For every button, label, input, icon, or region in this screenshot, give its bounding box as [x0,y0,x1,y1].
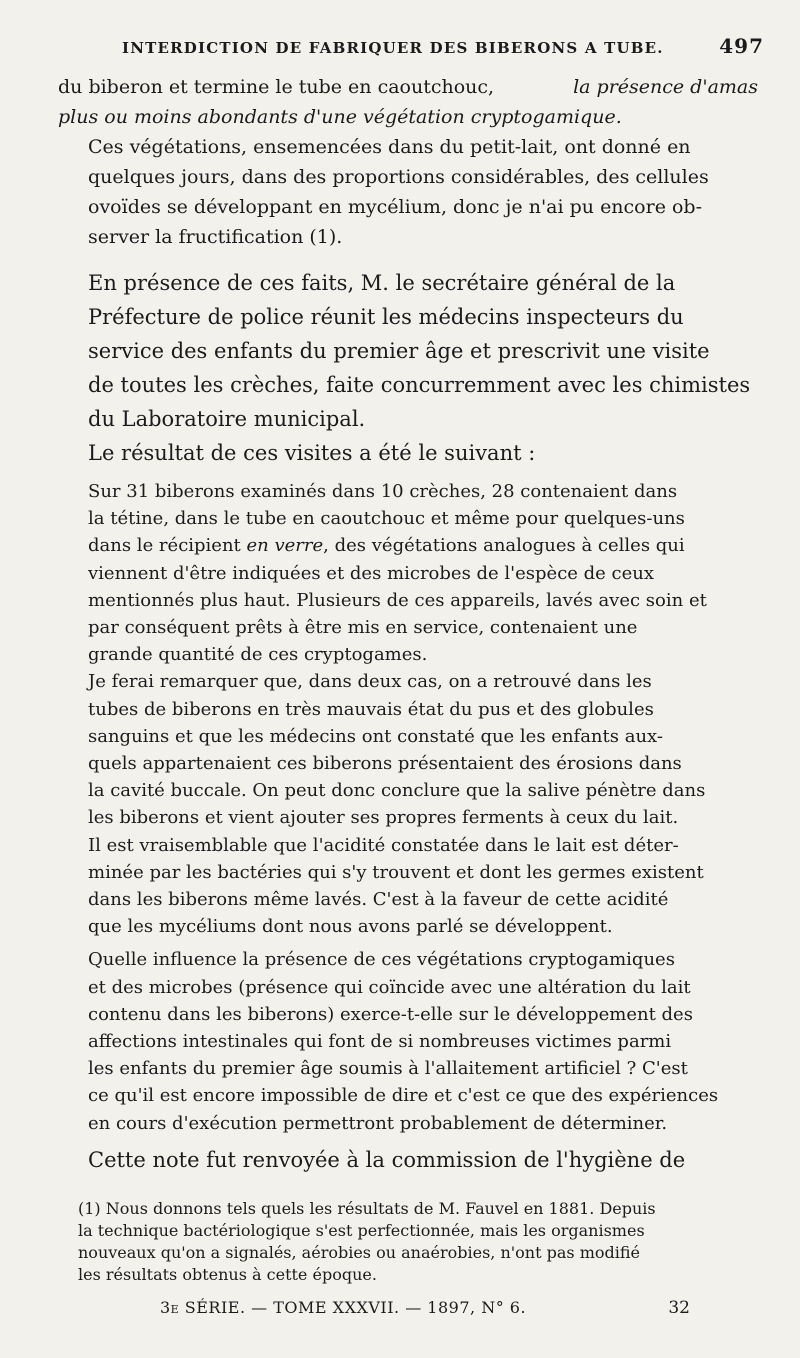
text-run: dans le récipient [88,535,247,557]
text-line: par conséquent prêts à être mis en service, contenaient une [88,617,638,639]
text-run: , des végétations analogues à celles qui [323,535,685,557]
signature-mark: 32 [668,1298,690,1318]
text-line: Ces végétations, ensemencées dans du petit-lait, ont donné en [88,136,691,158]
text-line: de toutes les crèches, faite concurremment avec les chimistes [88,373,751,397]
text-line: server la fructification (1). [88,226,343,248]
text-line [88,532,758,559]
running-header [122,34,764,60]
paragraph-continuation [58,72,758,132]
running-title: INTERDICTION DE FABRIQUER DES BIBERONS A TUBE. [122,39,664,57]
text-line: affections intestinales qui font de si nombreuses victimes parmi [88,1031,672,1053]
text-run: du biberon et termine le tube en caoutchouc, [58,76,495,98]
italic-run: en verre [246,535,324,557]
italic-run: la présence d'amas [573,76,758,98]
page-number: 497 [719,34,764,58]
text-line: contenu dans les biberons) exerce-t-elle sur le développement des [88,1003,693,1025]
text-line: la cavité buccale. On peut donc conclure que la salive pénètre dans [88,780,706,802]
text-line [58,72,758,102]
text-line: sanguins et que les médecins ont constaté que les enfants aux- [88,725,663,747]
text-line: mentionnés plus haut. Plusieurs de ces appareils, lavés avec soin et [88,589,707,611]
text-line: viennent d'être indiquées et des microbes de l'espèce de ceux [88,562,655,584]
text-line: Cette note fut renvoyée à la commission de l'hygiène de [88,1147,686,1172]
text-line: Le résultat de ces visites a été le suivant : [88,441,536,465]
text-line [58,102,758,132]
text-line: service des enfants du premier âge et prescrivit une visite [88,339,710,363]
paragraph-commission [58,1143,758,1177]
paragraph-influence [58,946,758,1136]
text-line: en cours d'exécution permettront probablement de déterminer. [88,1112,668,1134]
paragraph-resultat [58,436,758,470]
text-line: Il est vraisemblable que l'acidité constatée dans le lait est déter- [88,834,679,856]
text-line: la tétine, dans le tube en caoutchouc et même pour quelques-uns [88,508,685,530]
footnote [78,1198,766,1286]
text-line: Sur 31 biberons examinés dans 10 crèches, 28 contenaient dans [88,481,678,502]
text-line: quels appartenaient ces biberons présentaient des érosions dans [88,753,682,775]
paragraph-prefecture [58,266,758,436]
paragraph-biberons-examines [58,478,758,668]
text-line: du Laboratoire municipal. [88,407,366,431]
body-text [58,72,758,1177]
text-line: En présence de ces faits, M. le secrétaire général de la [88,271,676,295]
text-run [88,532,685,559]
text-line: les biberons et vient ajouter ses propres ferments à ceux du lait. [88,807,679,829]
text-line: dans les biberons même lavés. C'est à la faveur de cette acidité [88,889,669,911]
text-line: ovoïdes se développant en mycélium, donc je n'ai pu encore ob- [88,196,703,218]
text-line: que les mycéliums dont nous avons parlé se développent. [88,916,613,938]
footnote-line: nouveaux qu'on a signalés, aérobies ou anaérobies, n'ont pas modifié [78,1243,640,1262]
footnote-line: (1) Nous donnons tels quels les résultats de M. Fauvel en 1881. Depuis [78,1199,656,1218]
text-line: Je ferai remarquer que, dans deux cas, on a retrouvé dans les [88,671,652,693]
text-line: grande quantité de ces cryptogames. [88,644,428,666]
text-line: ce qu'il est encore impossible de dire et c'est ce que des expériences [88,1085,719,1107]
footnote-line: les résultats obtenus à cette époque. [78,1265,377,1284]
text-line: tubes de biberons en très mauvais état du pus et des globules [88,698,654,720]
series-info: 3e SÉRIE. — TOME XXXVII. — 1897, N° 6. [160,1298,527,1317]
page-footer [160,1298,690,1322]
text-line: quelques jours, dans des proportions considérables, des cellules [88,166,709,188]
text-line: les enfants du premier âge soumis à l'allaitement artificiel ? C'est [88,1058,688,1080]
text-line: Quelle influence la présence de ces végétations cryptogamiques [88,949,675,971]
text-line: et des microbes (présence qui coïncide avec une altération du lait [88,976,691,998]
footnote-line: la technique bactériologique s'est perfectionnée, mais les organismes [78,1221,645,1240]
paragraph-remarque [58,668,758,940]
paragraph-vegetations [58,132,758,252]
italic-run: plus ou moins abondants d'une végétation cryptogamique. [58,106,622,128]
text-line: minée par les bactéries qui s'y trouvent et dont les germes existent [88,861,704,883]
text-line: Préfecture de police réunit les médecins inspecteurs du [88,305,684,329]
